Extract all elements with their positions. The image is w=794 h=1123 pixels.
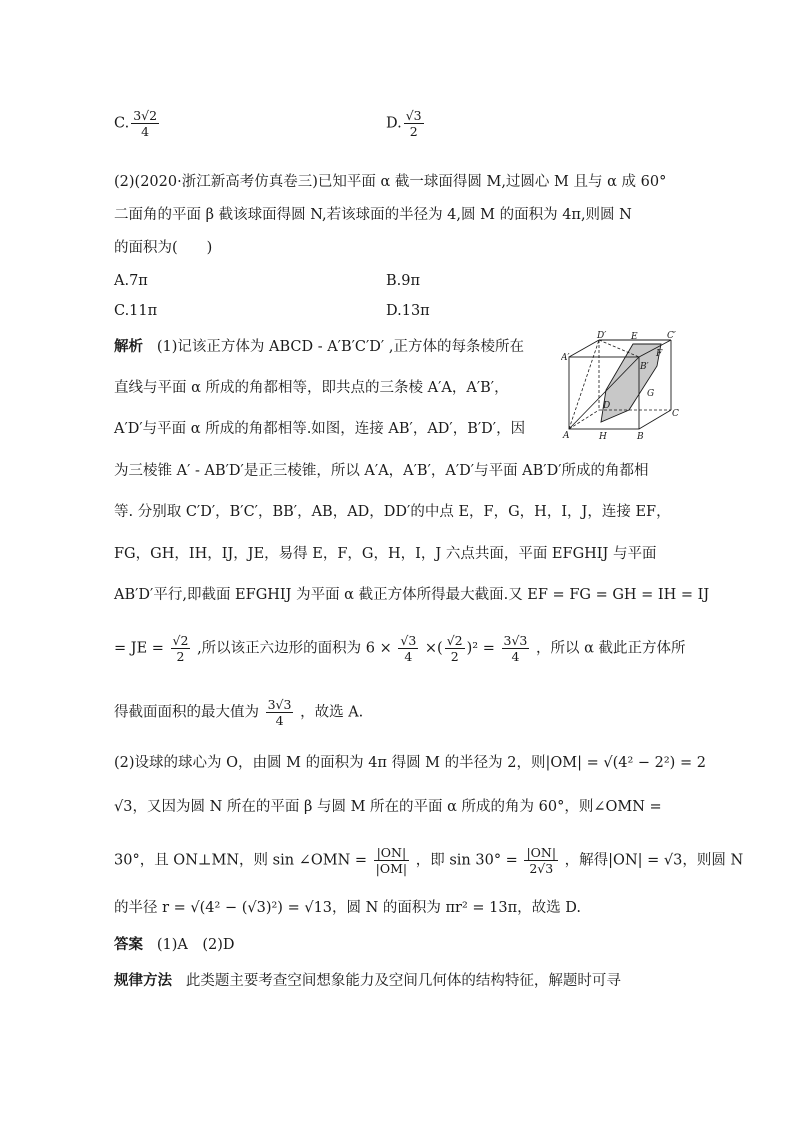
label-G: G <box>647 389 655 399</box>
fraction-3sqrt3-over-4: $\frac{3√3}{4}$ <box>503 633 528 664</box>
prev-option-d: D. $\frac{√3}{2}$ <box>386 108 422 139</box>
fraction-on-over-om: $\frac{|ON|}{|OM|}$ <box>375 845 408 876</box>
label-C: C <box>672 409 679 419</box>
q2-option-b: B.9π <box>386 273 421 289</box>
analysis-line-4: 为三棱锥 A′ - AB′D′是正三棱锥，所以 A′A，A′B′，A′D′与平面 AB′D′所成的角都相 <box>114 463 649 479</box>
label-E: E <box>631 332 638 342</box>
fraction-sqrt2-over-2: $\frac{√2}{2}$ <box>172 633 189 664</box>
answer-heading: 答案 <box>114 936 143 953</box>
fraction-on-over-2sqrt3: $\frac{|ON|}{2√3}$ <box>526 845 557 876</box>
label-D-prime: D′ <box>597 331 607 341</box>
analysis-line-5: 等. 分别取 C′D′，B′C′，BB′，AB，AD，DD′的中点 E，F，G，H，I，J，连接 EF， <box>114 504 671 520</box>
answer-line: 答案 (1)A (2)D <box>114 936 235 953</box>
analysis-line-3: A′D′与平面 α 所成的角都相等.如图，连接 AB′，AD′，B′D′，因 <box>114 421 526 437</box>
part2-line-4: 的半径 r = √(4² − (√3)²) = √13，圆 N 的面积为 πr² = 13π，故选 D. <box>114 900 581 916</box>
part2-line-3: 30°，且 ON⊥MN，则 sin ∠OMN = $\frac{|ON|}{|OM|}$ ，即 sin 30° = $\frac{|ON|}{2√3}$ ，解得|ON| = √3，则圆 N <box>114 845 744 876</box>
cube-diagram <box>561 330 685 442</box>
method-line: 规律方法 此类题主要考查空间想象能力及空间几何体的结构特征，解题时可寻 <box>114 972 621 989</box>
q2-stem-line-3: 的面积为( ) <box>114 240 213 256</box>
q2-stem-line-1: (2)(2020·浙江新高考仿真卷三)已知平面 α 截一球面得圆 M,过圆心 M 且与 α 成 60° <box>114 174 667 190</box>
q2-stem-line-2: 二面角的平面 β 截该球面得圆 N,若该球面的半径为 4,圆 M 的面积为 4π,则圆 N <box>114 207 632 223</box>
analysis-heading: 解析 <box>114 338 143 355</box>
label-B: B <box>637 432 644 442</box>
prev-option-c: C. $\frac{3√2}{4}$ <box>114 108 158 139</box>
q2-option-d: D.13π <box>386 303 430 319</box>
label-F: F <box>656 349 663 359</box>
q2-option-c: C.11π <box>114 303 158 319</box>
label-B-prime: B′ <box>640 362 649 372</box>
analysis-line-9: 得截面面积的最大值为 $\frac{3√3}{4}$ ，故选 A. <box>114 697 364 728</box>
fraction-sqrt3-over-4: $\frac{√3}{4}$ <box>400 633 417 664</box>
fraction-sqrt2-over-2-b: $\frac{√2}{2}$ <box>446 633 463 664</box>
analysis-line-1: 解析 (1)记该正方体为 ABCD - A′B′C′D′ ,正方体的每条棱所在 <box>114 338 524 355</box>
label-C-prime: C′ <box>667 331 676 341</box>
label-A-prime: A′ <box>561 353 570 363</box>
analysis-line-2: 直线与平面 α 所成的角都相等，即共点的三条棱 A′A，A′B′， <box>114 380 509 396</box>
label-D: D <box>603 401 611 411</box>
cube-figure <box>561 330 685 442</box>
analysis-line-7: AB′D′平行,即截面 EFGHIJ 为平面 α 截正方体所得最大截面.又 EF = FG = GH = IH = IJ <box>114 587 710 603</box>
part2-line-1: (2)设球的球心为 O，由圆 M 的面积为 4π 得圆 M 的半径为 2，则|OM| = √(4² − 2²) = 2 <box>114 755 706 771</box>
q2-option-a: A.7π <box>114 273 148 289</box>
analysis-line-8: = JE = $\frac{√2}{2}$ ,所以该正六边形的面积为 6 × $\frac{√3}{4}$ ×( $\frac{√2}{2}$ )² = $\frac{3√3}{4}$ ，所以 α 截此正方体所 <box>114 633 686 664</box>
part2-line-2: √3，又因为圆 N 所在的平面 β 与圆 M 所在的平面 α 所成的角为 60°，则∠OMN = <box>114 799 662 815</box>
analysis-line-6: FG，GH，IH，IJ，JE，易得 E，F，G，H，I，J 六点共面，平面 EFGHIJ 与平面 <box>114 546 657 562</box>
method-heading: 规律方法 <box>114 972 172 989</box>
fraction-3sqrt3-over-4-b: $\frac{3√3}{4}$ <box>267 697 292 728</box>
label-A: A <box>563 431 570 441</box>
label-H: H <box>599 432 607 442</box>
